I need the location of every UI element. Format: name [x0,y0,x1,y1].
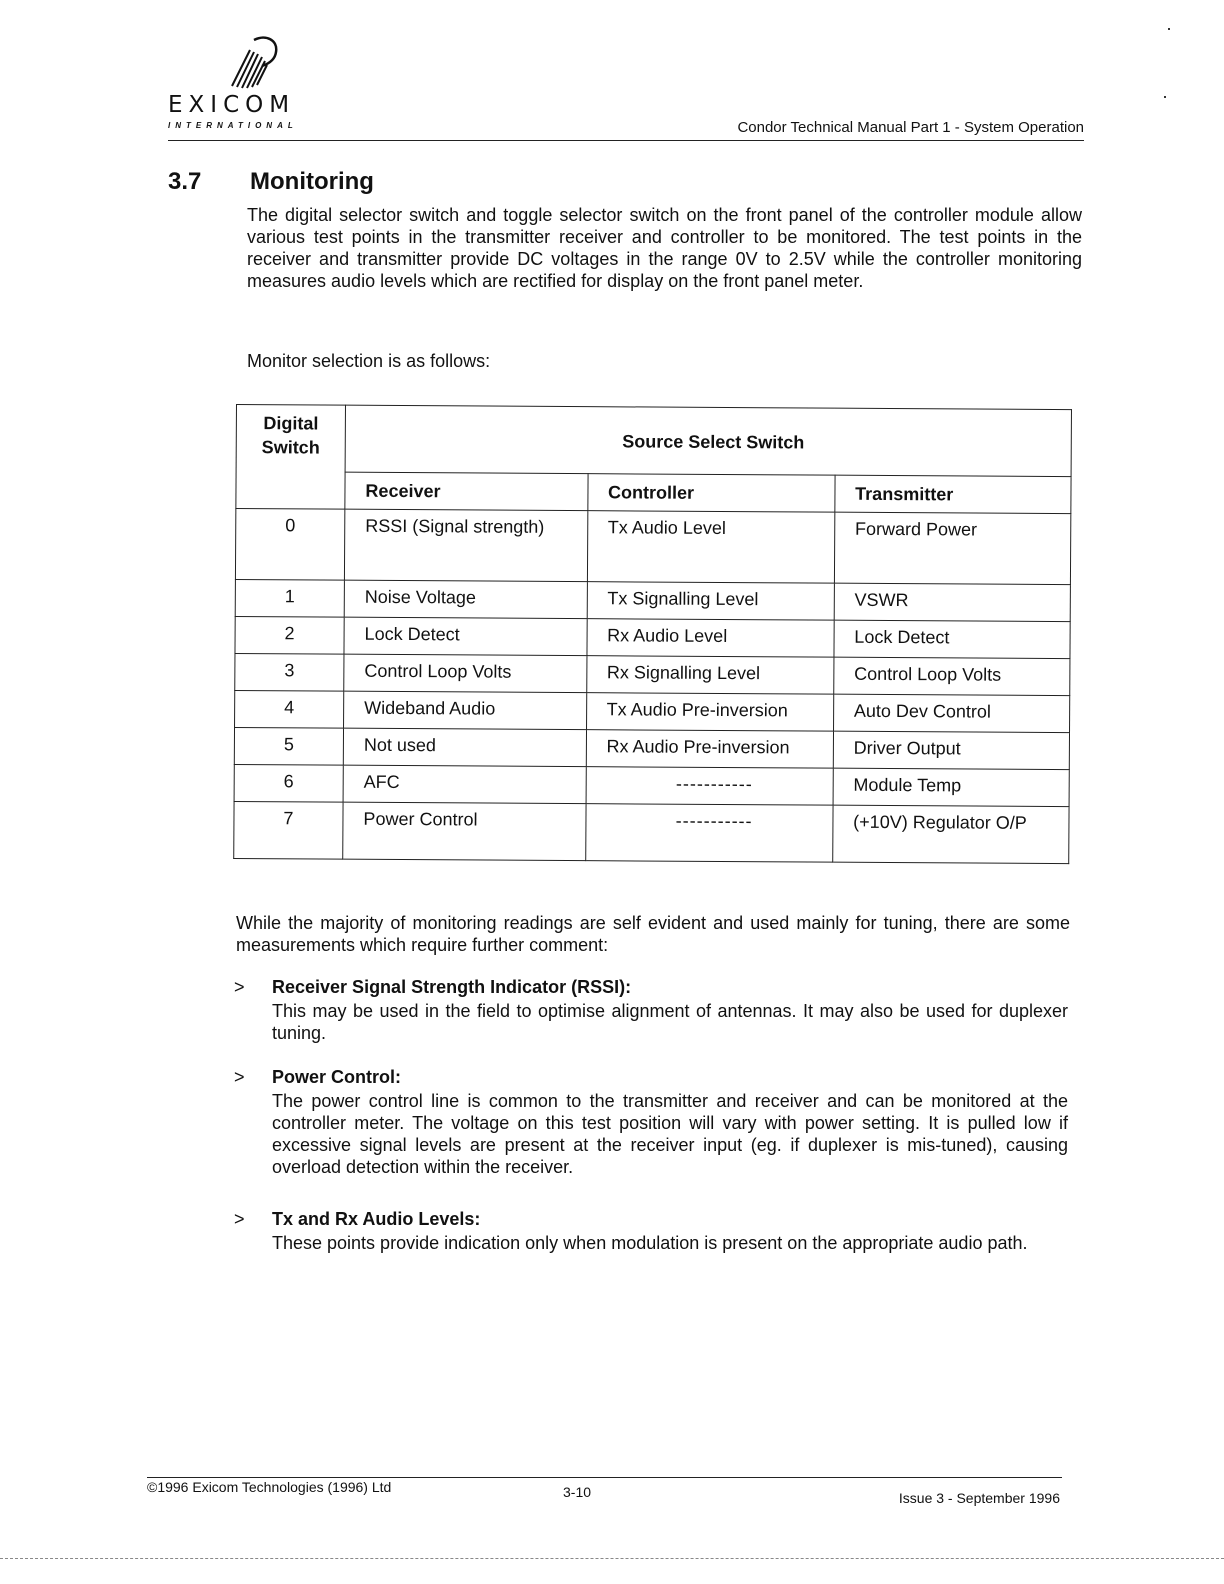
logo-wordmark: EXICOM [168,92,296,118]
scan-speck [1164,96,1166,98]
item-title: Power Control: [272,1067,401,1087]
receiver-cell: Not used [343,728,586,766]
table-row [235,509,1070,585]
table-row [235,653,1070,695]
table-row [235,616,1070,658]
controller-cell: ----------- [586,767,833,806]
receiver-cell: Wideband Audio [344,691,587,729]
digit-cell: 6 [234,764,343,802]
controller-cell: ----------- [585,804,833,863]
digit-cell: 2 [235,616,344,654]
transmitter-column-header: Transmitter [835,475,1071,513]
receiver-cell: Noise Voltage [344,580,587,618]
issue-text: Issue 3 - September 1996 [898,1490,1060,1506]
receiver-column-header: Receiver [345,472,588,510]
receiver-cell: RSSI (Signal strength) [344,509,587,581]
item-text: This may be used in the field to optimise alignment of antennas. It may also be used for duplexer tuning. [272,1001,1068,1043]
transmitter-cell: Driver Output [833,731,1069,769]
bullet-marker: > [234,977,245,997]
source-select-header: Source Select Switch [345,405,1071,476]
section-number: 3.7 [168,168,202,195]
section-title: Monitoring [250,168,374,195]
item-text: These points provide indication only when modulation is present on the appropriate audio path. [272,1233,1028,1253]
bullet-marker: > [234,1067,245,1087]
digital-switch-header: Digital Switch [236,405,346,510]
controller-cell: Rx Signalling Level [586,656,833,695]
controller-cell: Tx Audio Pre-inversion [586,693,833,732]
table-row [234,727,1069,769]
controller-cell: Tx Audio Level [587,511,835,584]
item-title: Receiver Signal Strength Indicator (RSSI): [272,977,632,997]
scan-speck [1168,28,1170,30]
digit-cell: 4 [235,690,344,728]
digit-cell: 3 [235,653,344,691]
transmitter-cell: Forward Power [834,512,1071,584]
exicom-comet-icon [220,34,290,92]
controller-cell: Rx Audio Level [587,619,834,658]
receiver-cell: Lock Detect [344,617,587,655]
header-divider [168,140,1084,141]
measurements-intro: While the majority of monitoring readings are self evident and used mainly for tuning, there are some measurements which require further comment: [236,913,1070,955]
bullet-marker: > [234,1209,245,1229]
transmitter-cell: (+10V) Regulator O/P [832,805,1069,863]
table-row [234,764,1069,806]
page-number: 3-10 [563,1484,592,1500]
exicom-logo [168,32,328,132]
monitor-table [233,404,1072,864]
table-subheader-row [236,472,1071,514]
receiver-cell: Power Control [343,802,586,860]
table-row [235,579,1070,621]
table-header-row [236,405,1071,477]
digit-cell: 1 [235,579,344,617]
logo-subtitle: INTERNATIONAL [168,121,298,130]
transmitter-cell: VSWR [834,583,1070,621]
manual-title: Condor Technical Manual Part 1 - System Operation [737,119,1084,136]
receiver-cell: AFC [343,765,586,803]
receiver-cell: Control Loop Volts [344,654,587,692]
transmitter-cell: Control Loop Volts [833,657,1069,695]
table-row [234,801,1069,863]
digit-cell: 0 [235,509,344,581]
scan-edge-line [0,1558,1224,1559]
controller-column-header: Controller [587,474,834,513]
controller-cell: Rx Audio Pre-inversion [586,730,833,769]
controller-cell: Tx Signalling Level [587,582,834,621]
table-row [235,690,1070,732]
transmitter-cell: Lock Detect [834,620,1070,658]
transmitter-cell: Module Temp [833,768,1069,806]
item-text: The power control line is common to the transmitter and receiver and can be monitored at the controller meter. The voltage on this test position will vary with power setting. It is pulled low if excessive signal levels are present at the receiver input (eg. if duplexer is mis-tuned), causing overload detection within the receiver. [272,1091,1068,1177]
footer-divider [147,1477,1062,1478]
digit-cell: 5 [234,727,343,765]
item-title: Tx and Rx Audio Levels: [272,1209,481,1229]
intro-paragraph: The digital selector switch and toggle selector switch on the front panel of the controller module allow various test points in the transmitter receiver and controller to be monitored. The test points in the receiver and transmitter provide DC voltages in the range 0V to 2.5V while the controller monitoring measures audio levels which are rectified for display on the front panel meter. [247,205,1082,291]
transmitter-cell: Auto Dev Control [833,694,1069,732]
monitor-selection-text: Monitor selection is as follows: [247,351,491,371]
digit-cell: 7 [234,801,343,859]
copyright-text: ©1996 Exicom Technologies (1996) Ltd [147,1479,392,1495]
